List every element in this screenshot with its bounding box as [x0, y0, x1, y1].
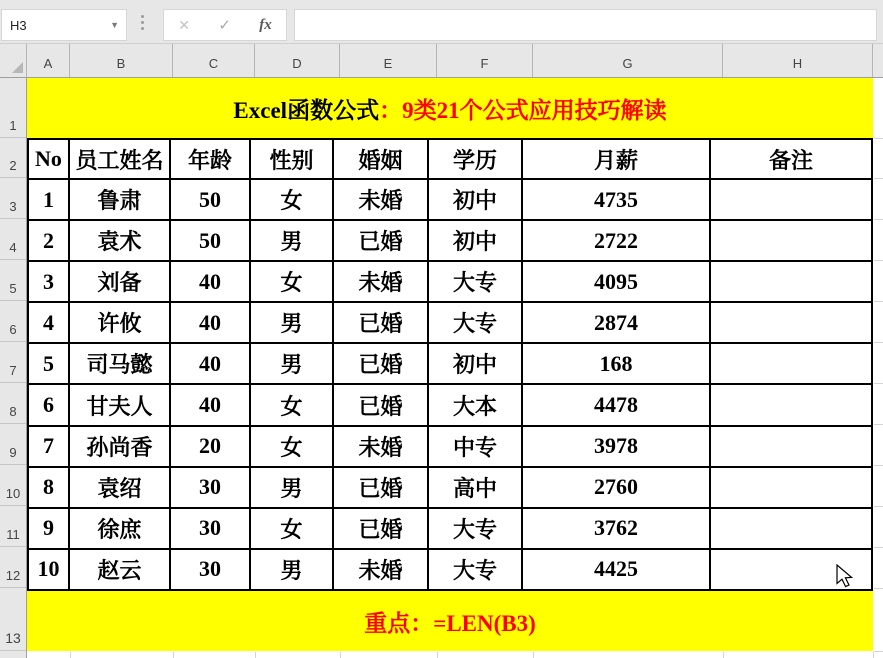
cell-education[interactable]: 大专	[429, 550, 521, 589]
cell-marital[interactable]: 未婚	[334, 427, 427, 466]
cell-marital[interactable]: 未婚	[334, 180, 427, 219]
column-header-c[interactable]: C	[173, 44, 255, 77]
cell-salary[interactable]: 2760	[523, 468, 709, 507]
cell-name[interactable]: 赵云	[70, 550, 169, 589]
cell-salary[interactable]: 4478	[523, 385, 709, 424]
column-header-f[interactable]: F	[437, 44, 533, 77]
cell-salary[interactable]: 168	[523, 344, 709, 383]
row-header-4[interactable]: 4	[0, 219, 26, 260]
row-header-13[interactable]: 13	[0, 588, 26, 651]
cancel-icon[interactable]: ✕	[178, 16, 190, 33]
row-header-partial[interactable]	[0, 651, 26, 658]
row-header-8[interactable]: 8	[0, 383, 26, 424]
cell-age[interactable]: 40	[171, 262, 249, 301]
row-header-7[interactable]: 7	[0, 342, 26, 383]
row-header-5[interactable]: 5	[0, 260, 26, 301]
name-box-dropdown-icon[interactable]: ▼	[110, 20, 119, 30]
cell-name[interactable]: 徐庶	[70, 509, 169, 548]
footer-banner-cell[interactable]	[27, 591, 873, 651]
cell-note[interactable]	[711, 509, 871, 548]
cell-age[interactable]: 30	[171, 509, 249, 548]
toolbar-separator-dots-icon	[141, 15, 144, 30]
cell-no[interactable]: 9	[29, 509, 68, 548]
name-box-value: H3	[10, 17, 27, 33]
row-header-11[interactable]: 11	[0, 506, 26, 547]
table-header-salary[interactable]: 月薪	[523, 140, 709, 178]
cell-note[interactable]	[711, 468, 871, 507]
cell-no[interactable]: 4	[29, 303, 68, 342]
cell-no[interactable]: 2	[29, 221, 68, 260]
table-header-no[interactable]: No	[29, 140, 68, 178]
cell-note[interactable]	[711, 221, 871, 260]
row-header-10[interactable]: 10	[0, 465, 26, 506]
mouse-cursor-icon	[836, 564, 854, 588]
cell-gender[interactable]: 男	[251, 550, 332, 589]
cell-salary[interactable]: 4735	[523, 180, 709, 219]
cell-no[interactable]: 6	[29, 385, 68, 424]
cell-marital[interactable]: 已婚	[334, 468, 427, 507]
column-headers	[0, 44, 883, 78]
cell-no[interactable]: 1	[29, 180, 68, 219]
cell-name[interactable]: 袁绍	[70, 468, 169, 507]
cell-education[interactable]: 初中	[429, 180, 521, 219]
cell-salary[interactable]: 3762	[523, 509, 709, 548]
cell-age[interactable]: 20	[171, 427, 249, 466]
cell-marital[interactable]: 已婚	[334, 344, 427, 383]
title-banner-cell[interactable]	[27, 78, 873, 138]
cell-gender[interactable]: 女	[251, 262, 332, 301]
cell-name[interactable]: 孙尚香	[70, 427, 169, 466]
title-text-red: ：9类21个公式应用技巧解读	[379, 97, 667, 123]
cell-gender[interactable]: 女	[251, 385, 332, 424]
cell-name[interactable]: 鲁肃	[70, 180, 169, 219]
cell-age[interactable]: 40	[171, 344, 249, 383]
cell-gender[interactable]: 男	[251, 344, 332, 383]
cell-marital[interactable]: 未婚	[334, 550, 427, 589]
row-header-9[interactable]: 9	[0, 424, 26, 465]
row-header-3[interactable]: 3	[0, 178, 26, 219]
cell-salary[interactable]: 3978	[523, 427, 709, 466]
cell-education[interactable]: 高中	[429, 468, 521, 507]
cell-note[interactable]	[711, 303, 871, 342]
cell-no[interactable]: 10	[29, 550, 68, 589]
cell-note[interactable]	[711, 180, 871, 219]
employee-table	[27, 138, 873, 591]
formula-toolbar	[0, 0, 883, 44]
cell-note[interactable]	[711, 427, 871, 466]
select-all-triangle-icon	[12, 62, 23, 73]
cell-gender[interactable]: 女	[251, 509, 332, 548]
enter-icon[interactable]: ✓	[218, 17, 231, 34]
cell-name[interactable]: 袁术	[70, 221, 169, 260]
cell-marital[interactable]: 已婚	[334, 509, 427, 548]
column-header-e[interactable]: E	[340, 44, 437, 77]
cell-marital[interactable]: 已婚	[334, 385, 427, 424]
table-header-note[interactable]: 备注	[711, 140, 871, 178]
cell-no[interactable]: 5	[29, 344, 68, 383]
table-header-education[interactable]: 学历	[429, 140, 521, 178]
cell-education[interactable]: 大专	[429, 303, 521, 342]
cell-marital[interactable]: 未婚	[334, 262, 427, 301]
row-header-2[interactable]: 2	[0, 138, 26, 178]
formula-buttons	[163, 9, 287, 41]
table-header-name[interactable]: 员工姓名	[70, 140, 169, 178]
cell-gender[interactable]: 女	[251, 180, 332, 219]
cell-gender[interactable]: 男	[251, 221, 332, 260]
cell-age[interactable]: 30	[171, 468, 249, 507]
column-header-partial[interactable]	[873, 44, 883, 77]
cell-marital[interactable]: 已婚	[334, 221, 427, 260]
column-header-h[interactable]: H	[723, 44, 873, 77]
cell-salary[interactable]: 2722	[523, 221, 709, 260]
cell-education[interactable]: 中专	[429, 427, 521, 466]
table-header-gender[interactable]: 性别	[251, 140, 332, 178]
cell-education[interactable]: 初中	[429, 344, 521, 383]
cell-note[interactable]	[711, 385, 871, 424]
cell-age[interactable]: 40	[171, 385, 249, 424]
column-header-b[interactable]: B	[70, 44, 173, 77]
cell-gender[interactable]: 女	[251, 427, 332, 466]
cell-name[interactable]: 许攸	[70, 303, 169, 342]
row-headers	[0, 78, 27, 658]
cell-marital[interactable]: 已婚	[334, 303, 427, 342]
cell-age[interactable]: 30	[171, 550, 249, 589]
formula-bar-input[interactable]	[294, 9, 877, 41]
cell-note[interactable]	[711, 262, 871, 301]
title-text-black: Excel函数公式	[233, 97, 380, 123]
column-header-a[interactable]: A	[27, 44, 70, 77]
footer-formula-text: 重点：=LEN(B3)	[364, 610, 536, 636]
cell-name[interactable]: 司马懿	[70, 344, 169, 383]
table-header-age[interactable]: 年龄	[171, 140, 249, 178]
cell-age[interactable]: 40	[171, 303, 249, 342]
cell-salary[interactable]: 2874	[523, 303, 709, 342]
cell-age[interactable]: 50	[171, 180, 249, 219]
row-header-12[interactable]: 12	[0, 547, 26, 588]
name-box[interactable]	[1, 9, 127, 41]
cell-salary[interactable]: 4095	[523, 262, 709, 301]
row-header-1[interactable]: 1	[0, 78, 26, 138]
cell-education[interactable]: 大专	[429, 262, 521, 301]
cell-salary[interactable]: 4425	[523, 550, 709, 589]
cell-gender[interactable]: 男	[251, 468, 332, 507]
column-header-g[interactable]: G	[533, 44, 723, 77]
cell-education[interactable]: 初中	[429, 221, 521, 260]
row-header-6[interactable]: 6	[0, 301, 26, 342]
insert-function-icon[interactable]: fx	[259, 16, 272, 33]
cell-note[interactable]	[711, 344, 871, 383]
cell-name[interactable]: 甘夫人	[70, 385, 169, 424]
cell-no[interactable]: 8	[29, 468, 68, 507]
column-header-d[interactable]: D	[255, 44, 340, 77]
cell-education[interactable]: 大专	[429, 509, 521, 548]
cell-no[interactable]: 3	[29, 262, 68, 301]
cell-education[interactable]: 大本	[429, 385, 521, 424]
table-header-marital[interactable]: 婚姻	[334, 140, 427, 178]
select-all-button[interactable]	[0, 44, 27, 77]
cell-age[interactable]: 50	[171, 221, 249, 260]
cell-name[interactable]: 刘备	[70, 262, 169, 301]
cell-gender[interactable]: 男	[251, 303, 332, 342]
cell-no[interactable]: 7	[29, 427, 68, 466]
